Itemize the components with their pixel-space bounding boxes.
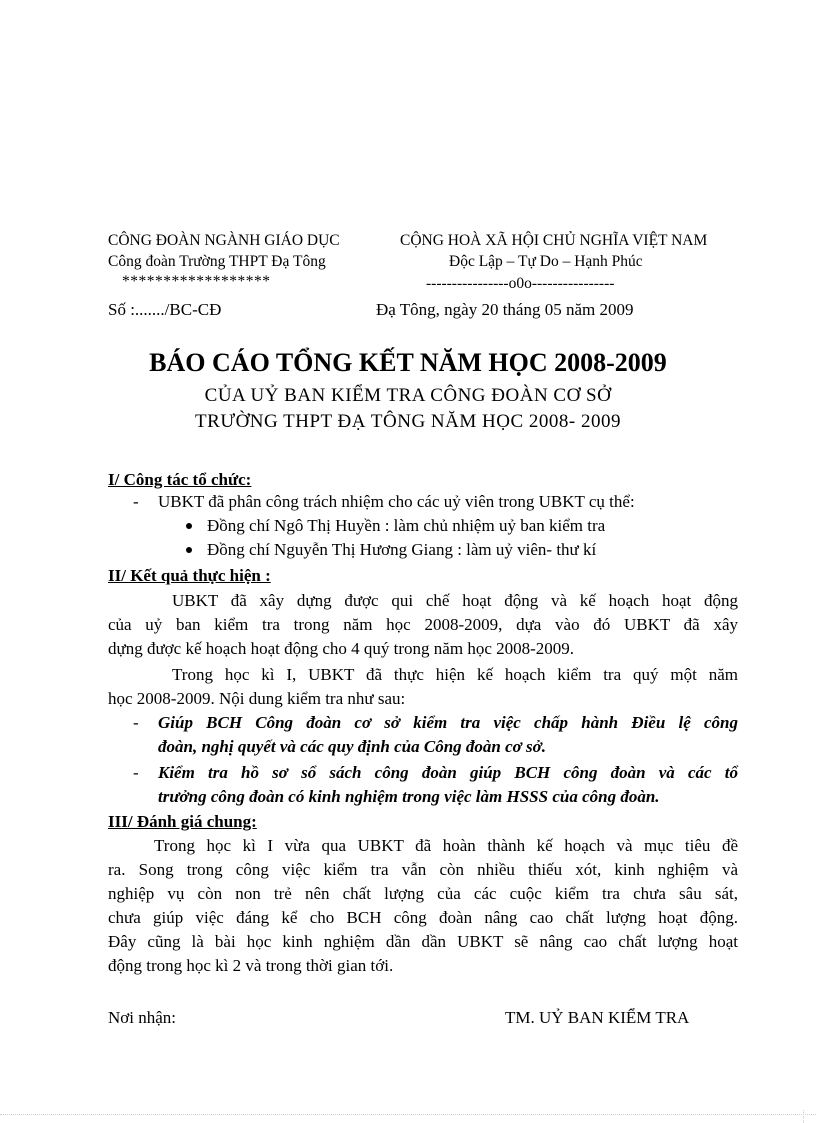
text-line: dựng được kế hoạch hoạt động cho 4 quý trong năm học 2008-2009.: [108, 639, 575, 658]
text-line: động trong học kì 2 và trong thời gian tới.: [108, 956, 394, 975]
page-corner-border: [803, 1110, 804, 1123]
left-stars-divider: ******************: [122, 273, 271, 290]
dash-marker: -: [133, 763, 139, 782]
text-line: đoàn, nghị quyết và các quy định của Công đoàn cơ sở.: [158, 737, 547, 756]
document-number: Số :......./BC-CĐ: [108, 300, 222, 319]
section-1-bullet-1: Đồng chí Ngô Thị Huyền : làm chủ nhiệm uỷ ban kiểm tra: [207, 516, 606, 535]
union-sector-name: CÔNG ĐOÀN NGÀNH GIÁO DỤC: [108, 232, 340, 249]
dash-marker: -: [133, 713, 139, 732]
section-1-bullet-2: Đồng chí Nguyễn Thị Hương Giang : làm uỷ viên- thư kí: [207, 540, 597, 559]
recipients-label: Nơi nhận:: [108, 1008, 177, 1027]
text-line: trưởng công đoàn có kinh nghiệm trong việc làm HSSS của công đoàn.: [158, 787, 660, 806]
text-line: chưa giúp việc đáng kể cho BCH công đoàn nâng cao chất lượng hoạt động.: [108, 908, 738, 927]
national-title: CỘNG HOÀ XÃ HỘI CHỦ NGHĨA VIỆT NAM: [400, 232, 708, 249]
text-line: Đây cũng là bài học kinh nghiệm dần dần UBKT sẽ nâng cao chất lượng hoạt: [108, 932, 738, 951]
section-2-item-2: [158, 761, 738, 809]
bullet-icon: [186, 547, 192, 553]
dash-marker: -: [133, 492, 139, 511]
section-2-paragraph-2: [108, 663, 738, 711]
page-bottom-border: [0, 1114, 816, 1115]
text-line: học 2008-2009. Nội dung kiểm tra như sau:: [108, 689, 406, 708]
text-line: Trong học kì I vừa qua UBKT đã hoàn thành kế hoạch và mục tiêu đề: [154, 836, 738, 855]
union-school-name: Công đoàn Trường THPT Đạ Tông: [108, 253, 326, 270]
text-line: ra. Song trong công việc kiểm tra vẫn còn nhiều thiếu xót, kinh nghiệm và: [108, 860, 738, 879]
report-subtitle-1: CỦA UỶ BAN KIỂM TRA CÔNG ĐOÀN CƠ SỞ: [204, 385, 612, 406]
section-2-paragraph-1: [108, 589, 738, 661]
bullet-icon: [186, 523, 192, 529]
document-date: Đạ Tông, ngày 20 tháng 05 năm 2009: [376, 300, 634, 319]
section-1-dash-item: UBKT đã phân công trách nhiệm cho các uỷ viên trong UBKT cụ thể:: [158, 492, 635, 511]
text-line: nghiệp vụ còn non trẻ nên chất lượng của các cuộc kiểm tra chưa sâu sát,: [108, 884, 738, 903]
report-subtitle-2: TRƯỜNG THPT ĐẠ TÔNG NĂM HỌC 2008- 2009: [195, 411, 621, 432]
signature-title: TM. UỶ BAN KIỂM TRA: [505, 1008, 690, 1027]
national-motto: Độc Lập – Tự Do – Hạnh Phúc: [449, 253, 643, 270]
section-2-item-1: [158, 711, 738, 759]
section-3-heading: III/ Đánh giá chung:: [108, 812, 257, 831]
section-1-heading: I/ Công tác tổ chức:: [108, 470, 252, 489]
text-line: Giúp BCH Công đoàn cơ sở kiểm tra việc chấp hành Điều lệ công: [158, 713, 738, 732]
text-line: Trong học kì I, UBKT đã thực hiện kế hoạch kiểm tra quý một năm: [172, 665, 738, 684]
report-title: BÁO CÁO TỔNG KẾT NĂM HỌC 2008-2009: [149, 348, 667, 377]
section-3-paragraph: [108, 834, 738, 978]
text-line: của uỷ ban kiểm tra trong năm học 2008-2009, dựa vào đó UBKT đã xây: [108, 615, 738, 634]
right-divider: ----------------o0o----------------: [426, 275, 615, 292]
text-line: Kiểm tra hồ sơ sổ sách công đoàn giúp BCH công đoàn và các tổ: [158, 763, 738, 782]
text-line: UBKT đã xây dựng được qui chế hoạt động và kế hoạch hoạt động: [172, 591, 738, 610]
section-2-heading: II/ Kết quả thực hiện :: [108, 566, 271, 585]
